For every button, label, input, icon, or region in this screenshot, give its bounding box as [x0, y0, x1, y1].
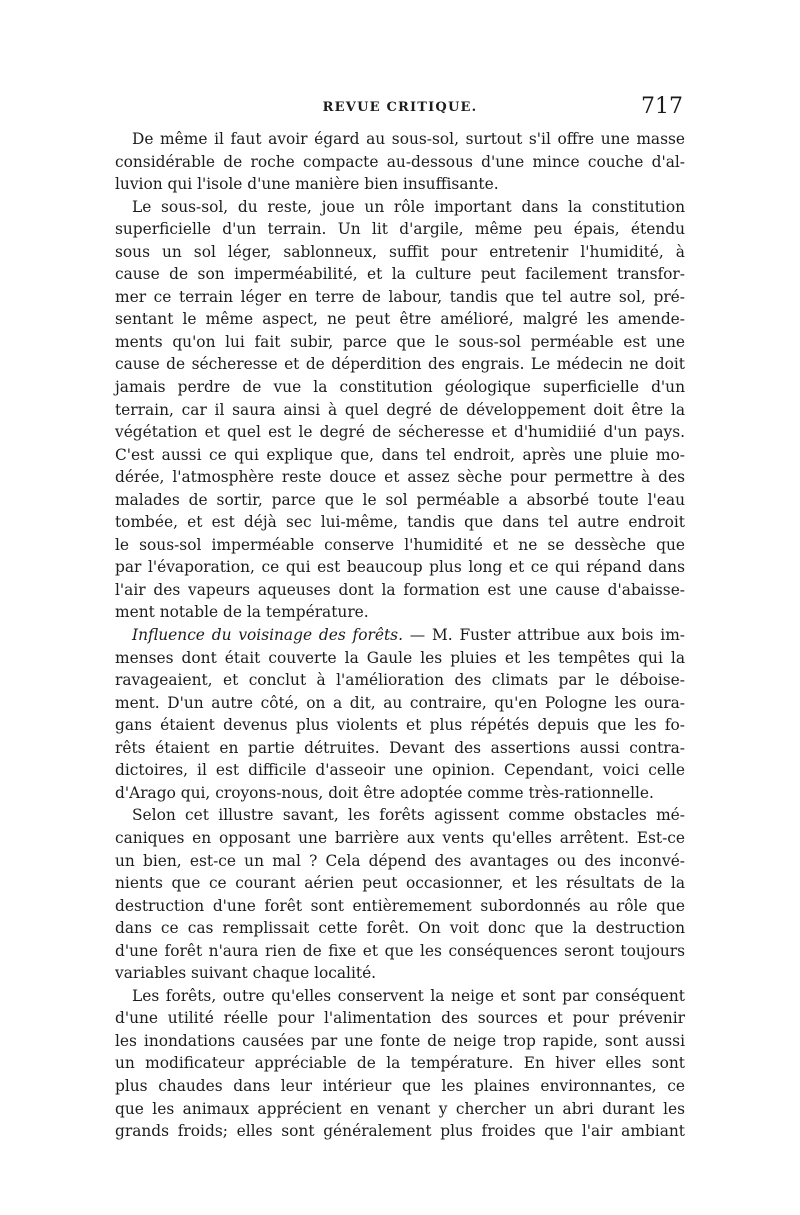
text-line: destruction d'une forêt sont entièremement subordonnés au rôle que: [115, 896, 685, 915]
text-line: considérable de roche compacte au-dessous d'une mince couche d'al-: [115, 152, 685, 171]
text-line: un modificateur appréciable de la température. En hiver elles sont: [115, 1054, 685, 1073]
running-title: REVUE CRITIQUE.: [322, 100, 478, 115]
text-line: caniques en opposant une barrière aux vents qu'elles arrêtent. Est-ce: [115, 828, 685, 847]
text-line-with-heading: [115, 624, 685, 647]
text-segment: M. Fuster attribue aux bois im-: [432, 626, 685, 645]
text-line: terrain, car il saura ainsi à quel degré de développement doit être la: [115, 400, 685, 419]
text-line: De même il faut avoir égard au sous-sol, surtout s'il offre une masse: [132, 130, 685, 148]
page-header: [115, 96, 685, 128]
text-line: que les animaux apprécient en venant y chercher un abri durant les: [115, 1099, 685, 1118]
text-line: le sous-sol imperméable conserve l'humidité et ne se dessèche que: [115, 535, 685, 554]
text-line: luvion qui l'isole d'une manière bien insuffisante.: [115, 175, 499, 194]
text-line: les inondations causées par une fonte de neige trop rapide, sont aussi: [115, 1031, 685, 1050]
text-line: ments qu'on lui fait subir, parce que le sous-sol perméable est une: [115, 332, 685, 351]
text-line: dérée, l'atmosphère reste douce et assez sèche pour permettre à des: [115, 468, 685, 487]
text-line: végétation et quel est le degré de sécheresse et d'humidiié d'un pays.: [115, 423, 685, 442]
text-line: gans étaient devenus plus violents et plus répétés depuis que les fo-: [115, 716, 685, 735]
text-line: ment notable de la température.: [115, 603, 369, 622]
text-line: sous un sol léger, sablonneux, suffit pour entretenir l'humidité, à: [115, 242, 685, 261]
text-line: par l'évaporation, ce qui est beaucoup plus long et ce qui répand dans: [115, 558, 685, 577]
text-line: d'Arago qui, croyons-nous, doit être adoptée comme très-rationnelle.: [115, 783, 654, 802]
text-line: plus chaudes dans leur intérieur que les plaines environnantes, ce: [115, 1076, 685, 1095]
text-line: superficielle d'un terrain. Un lit d'argile, même peu épais, étendu: [115, 220, 685, 239]
text-line: cause de sécheresse et de déperdition des engrais. Le médecin ne doit: [115, 355, 685, 374]
text-line: Les forêts, outre qu'elles conservent la neige et sont par conséquent: [132, 986, 685, 1005]
section-heading-italic: Influence du voisinage des forêts. —: [132, 626, 426, 645]
text-line: malades de sortir, parce que le sol perméable a absorbé toute l'eau: [115, 490, 685, 509]
text-line: Selon cet illustre savant, les forêts agissent comme obstacles mé-: [132, 806, 685, 825]
text-line: Le sous-sol, du reste, joue un rôle important dans la constitution: [132, 197, 685, 216]
text-line: jamais perdre de vue la constitution géologique superficielle d'un: [115, 378, 685, 397]
text-line: sentant le même aspect, ne peut être amélioré, malgré les amende-: [115, 310, 685, 329]
text-line: ment. D'un autre côté, on a dit, au contraire, qu'en Pologne les oura-: [115, 693, 685, 712]
text-line: grands froids; elles sont généralement plus froides que l'air ambiant: [115, 1122, 685, 1141]
text-line: nients que ce courant aérien peut occasionner, et les résultats de la: [115, 874, 685, 893]
text-line: tombée, et est déjà sec lui-même, tandis que dans tel autre endroit: [115, 513, 685, 532]
text-line: menses dont était couverte la Gaule les pluies et les tempêtes qui la: [115, 648, 685, 667]
text-line: dictoires, il est difficile d'asseoir une opinion. Cependant, voici celle: [115, 761, 685, 780]
text-line: rêts étaient en partie détruites. Devant des assertions aussi contra-: [115, 738, 685, 757]
text-line: l'air des vapeurs aqueuses dont la formation est une cause d'abaisse-: [115, 580, 685, 599]
page-number: 717: [641, 94, 683, 119]
text-line: C'est aussi ce qui explique que, dans tel endroit, après une pluie mo-: [115, 445, 685, 464]
body-text: [115, 128, 685, 1143]
text-line: variables suivant chaque localité.: [115, 964, 377, 983]
text-line: ravageaient, et conclut à l'amélioration des climats par le déboise-: [115, 671, 685, 690]
text-line: cause de son imperméabilité, et la culture peut facilement transfor-: [115, 265, 685, 284]
text-line: d'une utilité réelle pour l'alimentation des sources et pour prévenir: [115, 1009, 685, 1028]
text-line: mer ce terrain léger en terre de labour, tandis que tel autre sol, pré-: [115, 287, 685, 306]
text-line: un bien, est-ce un mal ? Cela dépend des avantages ou des inconvé-: [115, 851, 685, 870]
book-page: [115, 96, 685, 1143]
text-line: d'une forêt n'aura rien de fixe et que les conséquences seront toujours: [115, 941, 685, 960]
text-line: dans ce cas remplissait cette forêt. On voit donc que la destruction: [115, 919, 685, 938]
